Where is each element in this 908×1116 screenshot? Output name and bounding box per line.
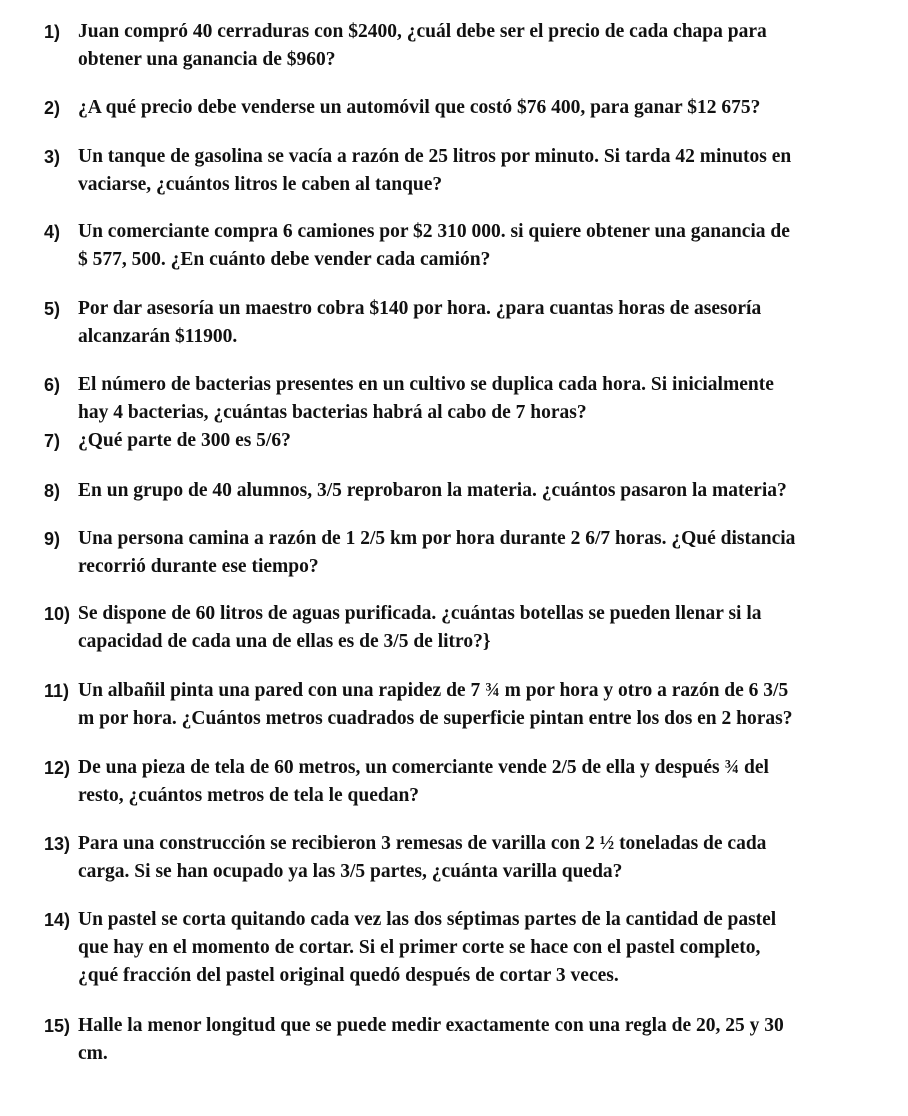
- problem-line: ¿qué fracción del pastel original quedó después de cortar 3 veces.: [78, 965, 619, 986]
- problem-text: [78, 1012, 888, 1068]
- problem-line: De una pieza de tela de 60 metros, un comerciante vende 2/5 de ella y después ¾ del: [78, 757, 769, 778]
- problem-number: 11): [44, 681, 70, 701]
- problem-text: [78, 18, 888, 74]
- problem-line: alcanzarán $11900.: [78, 326, 238, 347]
- problem-line: Un tanque de gasolina se vacía a razón de 25 litros por minuto. Si tarda 42 minutos en: [78, 146, 792, 167]
- problem-text: [78, 600, 888, 656]
- problem-line: que hay en el momento de cortar. Si el primer corte se hace con el pastel completo,: [78, 937, 761, 958]
- problem-number: 1): [44, 22, 61, 42]
- problem-number: 5): [44, 299, 61, 319]
- problem-text: [78, 906, 888, 990]
- problem-line: vaciarse, ¿cuántos litros le caben al tanque?: [78, 174, 443, 195]
- problem-line: ¿Qué parte de 300 es 5/6?: [78, 430, 291, 451]
- problem-line: El número de bacterias presentes en un cultivo se duplica cada hora. Si inicialmente: [78, 374, 774, 395]
- problem-line: obtener una ganancia de $960?: [78, 49, 336, 70]
- problem-text: [78, 525, 888, 581]
- problem-line: capacidad de cada una de ellas es de 3/5 de litro?}: [78, 631, 491, 652]
- problem-line: hay 4 bacterias, ¿cuántas bacterias habrá al cabo de 7 horas?: [78, 402, 587, 423]
- problem-line: resto, ¿cuántos metros de tela le quedan?: [78, 785, 420, 806]
- problem-number: 4): [44, 222, 61, 242]
- problem-text: [78, 94, 888, 122]
- problem-number: 10): [44, 604, 71, 624]
- problem-number: 9): [44, 529, 61, 549]
- problem-number: 12): [44, 758, 71, 778]
- problem-line: Una persona camina a razón de 1 2/5 km por hora durante 2 6/7 horas. ¿Qué distancia: [78, 528, 796, 549]
- problem-line: m por hora. ¿Cuántos metros cuadrados de superficie pintan entre los dos en 2 horas?: [78, 708, 793, 729]
- problem-line: Halle la menor longitud que se puede medir exactamente con una regla de 20, 25 y 30: [78, 1015, 784, 1036]
- problem-line: Por dar asesoría un maestro cobra $140 por hora. ¿para cuantas horas de asesoría: [78, 298, 762, 319]
- problem-text: [78, 427, 888, 455]
- problem-text: [78, 371, 888, 427]
- problem-text: [78, 143, 888, 199]
- problem-line: Juan compró 40 cerraduras con $2400, ¿cuál debe ser el precio de cada chapa para: [78, 21, 767, 42]
- problem-number: 13): [44, 834, 71, 854]
- problem-number: 15): [44, 1016, 71, 1036]
- problem-text: [78, 295, 888, 351]
- problem-number: 8): [44, 481, 61, 501]
- problem-number: 2): [44, 98, 61, 118]
- problem-text: [78, 754, 888, 810]
- problem-line: $ 577, 500. ¿En cuánto debe vender cada camión?: [78, 249, 491, 270]
- problem-line: cm.: [78, 1043, 108, 1064]
- problem-number: 6): [44, 375, 61, 395]
- problem-line: Un pastel se corta quitando cada vez las dos séptimas partes de la cantidad de pastel: [78, 909, 777, 930]
- problem-text: [78, 677, 888, 733]
- problem-line: recorrió durante ese tiempo?: [78, 556, 319, 577]
- problem-number: 7): [44, 431, 61, 451]
- problem-line: ¿A qué precio debe venderse un automóvil que costó $76 400, para ganar $12 675?: [78, 97, 761, 118]
- problem-text: [78, 477, 888, 505]
- problem-line: Un comerciante compra 6 camiones por $2 310 000. si quiere obtener una ganancia de: [78, 221, 790, 242]
- problem-number: 14): [44, 910, 71, 930]
- problem-line: Un albañil pinta una pared con una rapidez de 7 ¾ m por hora y otro a razón de 6 3/5: [78, 680, 789, 701]
- problem-number: 3): [44, 147, 61, 167]
- problem-line: carga. Si se han ocupado ya las 3/5 partes, ¿cuánta varilla queda?: [78, 861, 623, 882]
- problem-text: [78, 830, 888, 886]
- problem-line: En un grupo de 40 alumnos, 3/5 reprobaron la materia. ¿cuántos pasaron la materia?: [78, 480, 787, 501]
- problem-line: Se dispone de 60 litros de aguas purificada. ¿cuántas botellas se pueden llenar si la: [78, 603, 762, 624]
- problem-text: [78, 218, 888, 274]
- problem-line: Para una construcción se recibieron 3 remesas de varilla con 2 ½ toneladas de cada: [78, 833, 767, 854]
